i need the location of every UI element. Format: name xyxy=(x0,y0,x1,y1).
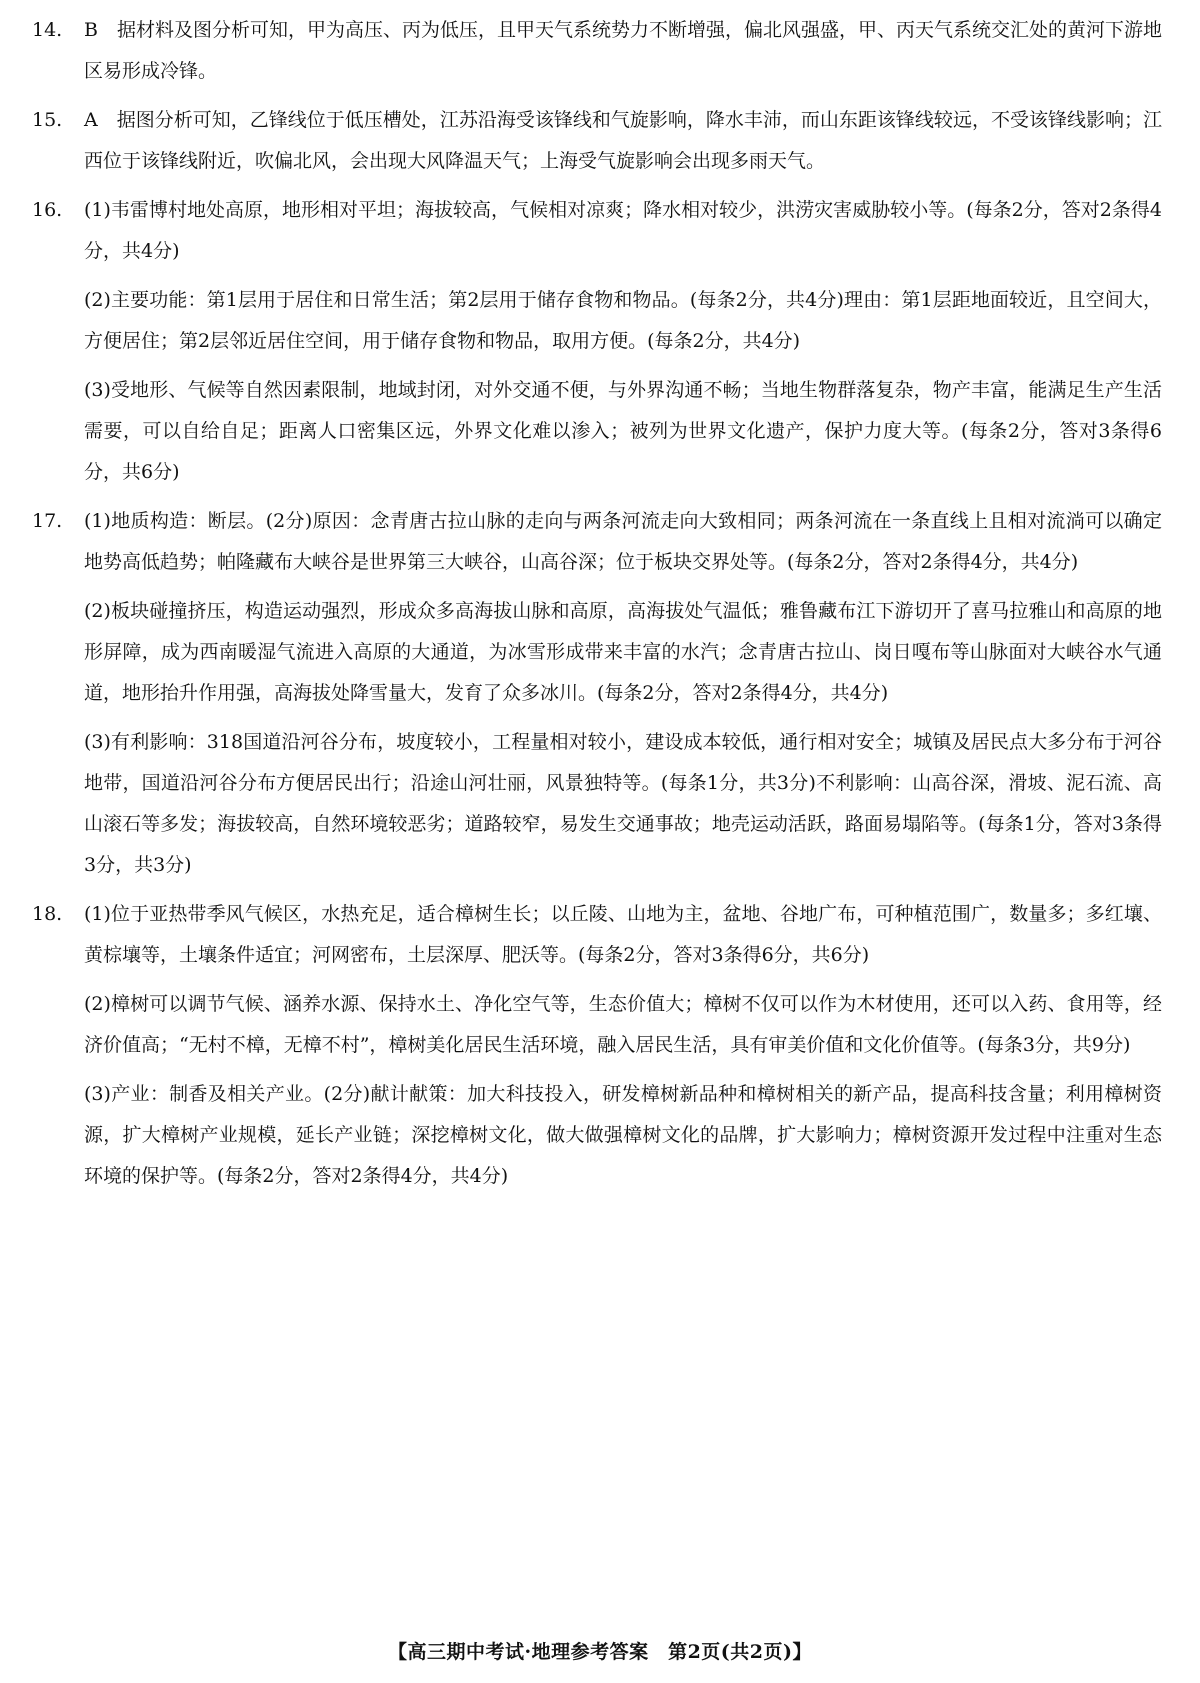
answer-list xyxy=(32,10,1162,1205)
answer-number: 17. xyxy=(32,510,63,532)
answer-part-1: (1)位于亚热带季风气候区，水热充足，适合樟树生长；以丘陵、山地为主，盆地、谷地广布，可种植范围广，数量多；多红壤、黄棕壤等，土壤条件适宜；河网密布，土层深厚、肥沃等。(每条2分，答对3条得6分，共6分) xyxy=(84,903,1162,966)
answer-item-17 xyxy=(32,501,1162,886)
answer-text: B 据材料及图分析可知，甲为高压、丙为低压，且甲天气系统势力不断增强，偏北风强盛，甲、丙天气系统交汇处的黄河下游地区易形成冷锋。 xyxy=(84,19,1162,82)
answer-number: 18. xyxy=(32,903,63,925)
answer-part-1: (1)韦雷博村地处高原，地形相对平坦；海拔较高，气候相对凉爽；降水相对较少，洪涝灾害威胁较小等。(每条2分，答对2条得4分，共4分) xyxy=(84,199,1162,262)
answer-part-2: (2)板块碰撞挤压，构造运动强烈，形成众多高海拔山脉和高原，高海拔处气温低；雅鲁藏布江下游切开了喜马拉雅山和高原的地形屏障，成为西南暖湿气流进入高原的大通道，为冰雪形成带来丰富的水汽；念青唐古拉山、岗日嘎布等山脉面对大峡谷水气通道，地形抬升作用强，高海拔处降雪量大，发育了众多冰川。(每条2分，答对2条得4分，共4分) xyxy=(84,600,1162,704)
answer-item-18 xyxy=(32,894,1162,1197)
answer-part-3: (3)有利影响：318国道沿河谷分布，坡度较小，工程量相对较小，建设成本较低，通行相对安全；城镇及居民点大多分布于河谷地带，国道沿河谷分布方便居民出行；沿途山河壮丽，风景独特等。(每条1分，共3分)不利影响：山高谷深，滑坡、泥石流、高山滚石等多发；海拔较高，自然环境较恶劣；道路较窄，易发生交通事故；地壳运动活跃，路面易塌陷等。(每条1分，答对3条得3分，共3分) xyxy=(84,731,1162,876)
answer-part-3: (3)产业：制香及相关产业。(2分)献计献策：加大科技投入，研发樟树新品种和樟树相关的新产品，提高科技含量；利用樟树资源，扩大樟树产业规模，延长产业链；深挖樟树文化，做大做强樟树文化的品牌，扩大影响力；樟树资源开发过程中注重对生态环境的保护等。(每条2分，答对2条得4分，共4分) xyxy=(84,1083,1162,1187)
answer-part-2: (2)樟树可以调节气候、涵养水源、保持水土、净化空气等，生态价值大；樟树不仅可以作为木材使用，还可以入药、食用等，经济价值高；“无村不樟，无樟不村”，樟树美化居民生活环境，融入居民生活，具有审美价值和文化价值等。(每条3分，共9分) xyxy=(84,993,1162,1056)
answer-text: A 据图分析可知，乙锋线位于低压槽处，江苏沿海受该锋线和气旋影响，降水丰沛，而山东距该锋线较远，不受该锋线影响；江西位于该锋线附近，吹偏北风，会出现大风降温天气；上海受气旋影响会出现多雨天气。 xyxy=(84,109,1162,172)
answer-item-15 xyxy=(32,100,1162,182)
answer-number: 16. xyxy=(32,199,63,221)
answer-number: 14. xyxy=(32,19,63,41)
answer-part-2: (2)主要功能：第1层用于居住和日常生活；第2层用于储存食物和物品。(每条2分，共4分)理由：第1层距地面较近，且空间大，方便居住；第2层邻近居住空间，用于储存食物和物品，取用方便。(每条2分，共4分) xyxy=(84,289,1162,352)
answer-part-3: (3)受地形、气候等自然因素限制，地域封闭，对外交通不便，与外界沟通不畅；当地生物群落复杂，物产丰富，能满足生产生活需要，可以自给自足；距离人口密集区远，外界文化难以渗入；被列为世界文化遗产，保护力度大等。(每条2分，答对3条得6分，共6分) xyxy=(84,379,1162,483)
answer-part-1: (1)地质构造：断层。(2分)原因：念青唐古拉山脉的走向与两条河流走向大致相同；两条河流在一条直线上且相对流淌可以确定地势高低趋势；帕隆藏布大峡谷是世界第三大峡谷，山高谷深；位于板块交界处等。(每条2分，答对2条得4分，共4分) xyxy=(84,510,1162,573)
page-footer: 【高三期中考试·地理参考答案 第2页(共2页)】 xyxy=(387,1641,813,1663)
answer-item-14 xyxy=(32,10,1162,92)
answer-item-16 xyxy=(32,190,1162,493)
answer-number: 15. xyxy=(32,109,63,131)
